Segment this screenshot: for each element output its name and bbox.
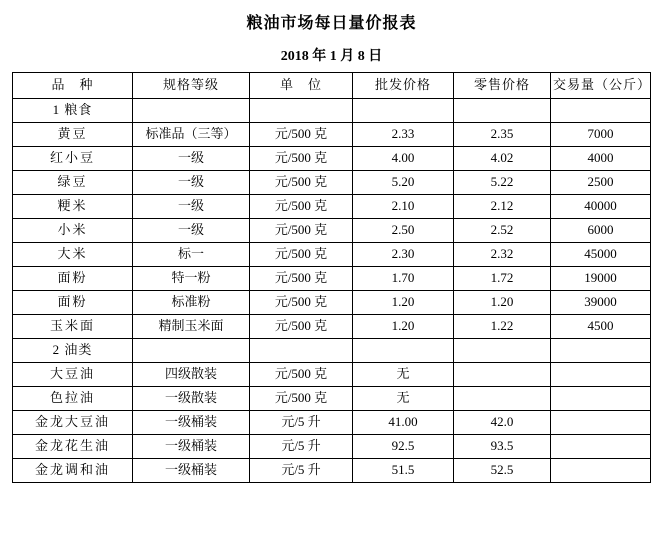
cell-wholesale: 92.5: [353, 435, 454, 459]
cell-unit: 元/500 克: [250, 147, 353, 171]
table-row: [13, 435, 651, 459]
cell-wholesale: 无: [353, 387, 454, 411]
price-report-table: [12, 72, 651, 483]
cell-spec: 一级桶装: [133, 435, 250, 459]
table-row: [13, 411, 651, 435]
cell-volume: 2500: [551, 171, 651, 195]
table-header: [13, 73, 651, 99]
cell-unit: 元/500 克: [250, 123, 353, 147]
cell-wholesale: 4.00: [353, 147, 454, 171]
cell-spec: [133, 99, 250, 123]
cell-wholesale: 5.20: [353, 171, 454, 195]
cell-name: 大豆油: [13, 363, 133, 387]
cell-spec: 一级: [133, 219, 250, 243]
cell-retail: 42.0: [454, 411, 551, 435]
cell-retail: 1.22: [454, 315, 551, 339]
cell-wholesale: 2.33: [353, 123, 454, 147]
cell-retail: [454, 387, 551, 411]
cell-wholesale: 1.20: [353, 315, 454, 339]
cell-retail: [454, 363, 551, 387]
cell-volume: [551, 339, 651, 363]
cell-name: 面粉: [13, 267, 133, 291]
cell-retail: 93.5: [454, 435, 551, 459]
cell-volume: 19000: [551, 267, 651, 291]
cell-unit: 元/5 升: [250, 411, 353, 435]
table-row: [13, 243, 651, 267]
cell-unit: [250, 99, 353, 123]
table-row: [13, 387, 651, 411]
cell-volume: 40000: [551, 195, 651, 219]
cell-retail: 52.5: [454, 459, 551, 483]
cell-spec: 一级桶装: [133, 411, 250, 435]
cell-name: 金龙大豆油: [13, 411, 133, 435]
cell-name: 粳米: [13, 195, 133, 219]
cell-volume: 4500: [551, 315, 651, 339]
cell-volume: [551, 99, 651, 123]
cell-volume: [551, 435, 651, 459]
cell-spec: 特一粉: [133, 267, 250, 291]
cell-name: 玉米面: [13, 315, 133, 339]
table-row: [13, 123, 651, 147]
cell-spec: 标准粉: [133, 291, 250, 315]
cell-name: 黄豆: [13, 123, 133, 147]
cell-volume: 45000: [551, 243, 651, 267]
report-page: [0, 10, 663, 541]
cell-volume: [551, 411, 651, 435]
table-row: [13, 195, 651, 219]
table-row: [13, 363, 651, 387]
cell-name: 绿豆: [13, 171, 133, 195]
cell-volume: [551, 459, 651, 483]
cell-unit: [250, 339, 353, 363]
cell-spec: 一级: [133, 147, 250, 171]
cell-retail: 2.35: [454, 123, 551, 147]
table-row: [13, 99, 651, 123]
cell-spec: 四级散装: [133, 363, 250, 387]
cell-spec: 一级桶装: [133, 459, 250, 483]
table-row: [13, 459, 651, 483]
table-row: [13, 147, 651, 171]
cell-retail: 2.32: [454, 243, 551, 267]
category-label: 2 油类: [13, 339, 133, 363]
cell-name: 金龙花生油: [13, 435, 133, 459]
cell-unit: 元/500 克: [250, 315, 353, 339]
cell-retail: 1.20: [454, 291, 551, 315]
table-header-row: [13, 73, 651, 99]
cell-spec: 一级: [133, 195, 250, 219]
table-row: [13, 219, 651, 243]
cell-name: 红小豆: [13, 147, 133, 171]
column-header-volume: 交易量（公斤）: [551, 73, 651, 99]
column-header-unit: 单 位: [250, 73, 353, 99]
cell-unit: 元/500 克: [250, 267, 353, 291]
cell-wholesale: 无: [353, 363, 454, 387]
cell-spec: 一级: [133, 171, 250, 195]
cell-wholesale: 51.5: [353, 459, 454, 483]
column-header-retail: 零售价格: [454, 73, 551, 99]
cell-unit: 元/500 克: [250, 195, 353, 219]
cell-spec: 标一: [133, 243, 250, 267]
cell-wholesale: 2.50: [353, 219, 454, 243]
cell-spec: 标准品（三等）: [133, 123, 250, 147]
cell-wholesale: 2.30: [353, 243, 454, 267]
table-row: [13, 267, 651, 291]
cell-name: 色拉油: [13, 387, 133, 411]
cell-retail: [454, 99, 551, 123]
cell-wholesale: 1.20: [353, 291, 454, 315]
cell-unit: 元/500 克: [250, 171, 353, 195]
cell-wholesale: [353, 339, 454, 363]
cell-wholesale: 2.10: [353, 195, 454, 219]
cell-volume: 6000: [551, 219, 651, 243]
cell-unit: 元/500 克: [250, 291, 353, 315]
table-row: [13, 339, 651, 363]
cell-volume: 4000: [551, 147, 651, 171]
cell-spec: 精制玉米面: [133, 315, 250, 339]
cell-unit: 元/500 克: [250, 243, 353, 267]
cell-volume: 7000: [551, 123, 651, 147]
cell-retail: 1.72: [454, 267, 551, 291]
cell-spec: 一级散装: [133, 387, 250, 411]
cell-volume: [551, 363, 651, 387]
cell-unit: 元/5 升: [250, 435, 353, 459]
cell-retail: 5.22: [454, 171, 551, 195]
cell-retail: 2.52: [454, 219, 551, 243]
page-title: 粮油市场每日量价报表: [246, 15, 417, 32]
cell-name: 面粉: [13, 291, 133, 315]
cell-retail: [454, 339, 551, 363]
category-label: 1 粮食: [13, 99, 133, 123]
cell-spec: [133, 339, 250, 363]
report-date: 2018 年 1 月 8 日: [280, 49, 383, 64]
cell-unit: 元/5 升: [250, 459, 353, 483]
column-header-spec: 规格等级: [133, 73, 250, 99]
cell-unit: 元/500 克: [250, 219, 353, 243]
cell-wholesale: [353, 99, 454, 123]
cell-name: 金龙调和油: [13, 459, 133, 483]
cell-volume: 39000: [551, 291, 651, 315]
table-row: [13, 291, 651, 315]
cell-wholesale: 1.70: [353, 267, 454, 291]
cell-wholesale: 41.00: [353, 411, 454, 435]
cell-retail: 2.12: [454, 195, 551, 219]
table-row: [13, 315, 651, 339]
cell-unit: 元/500 克: [250, 363, 353, 387]
table-row: [13, 171, 651, 195]
cell-name: 大米: [13, 243, 133, 267]
cell-retail: 4.02: [454, 147, 551, 171]
cell-unit: 元/500 克: [250, 387, 353, 411]
table-body: [13, 99, 651, 483]
cell-name: 小米: [13, 219, 133, 243]
cell-volume: [551, 387, 651, 411]
column-header-name: 品 种: [13, 73, 133, 99]
column-header-wholesale: 批发价格: [353, 73, 454, 99]
